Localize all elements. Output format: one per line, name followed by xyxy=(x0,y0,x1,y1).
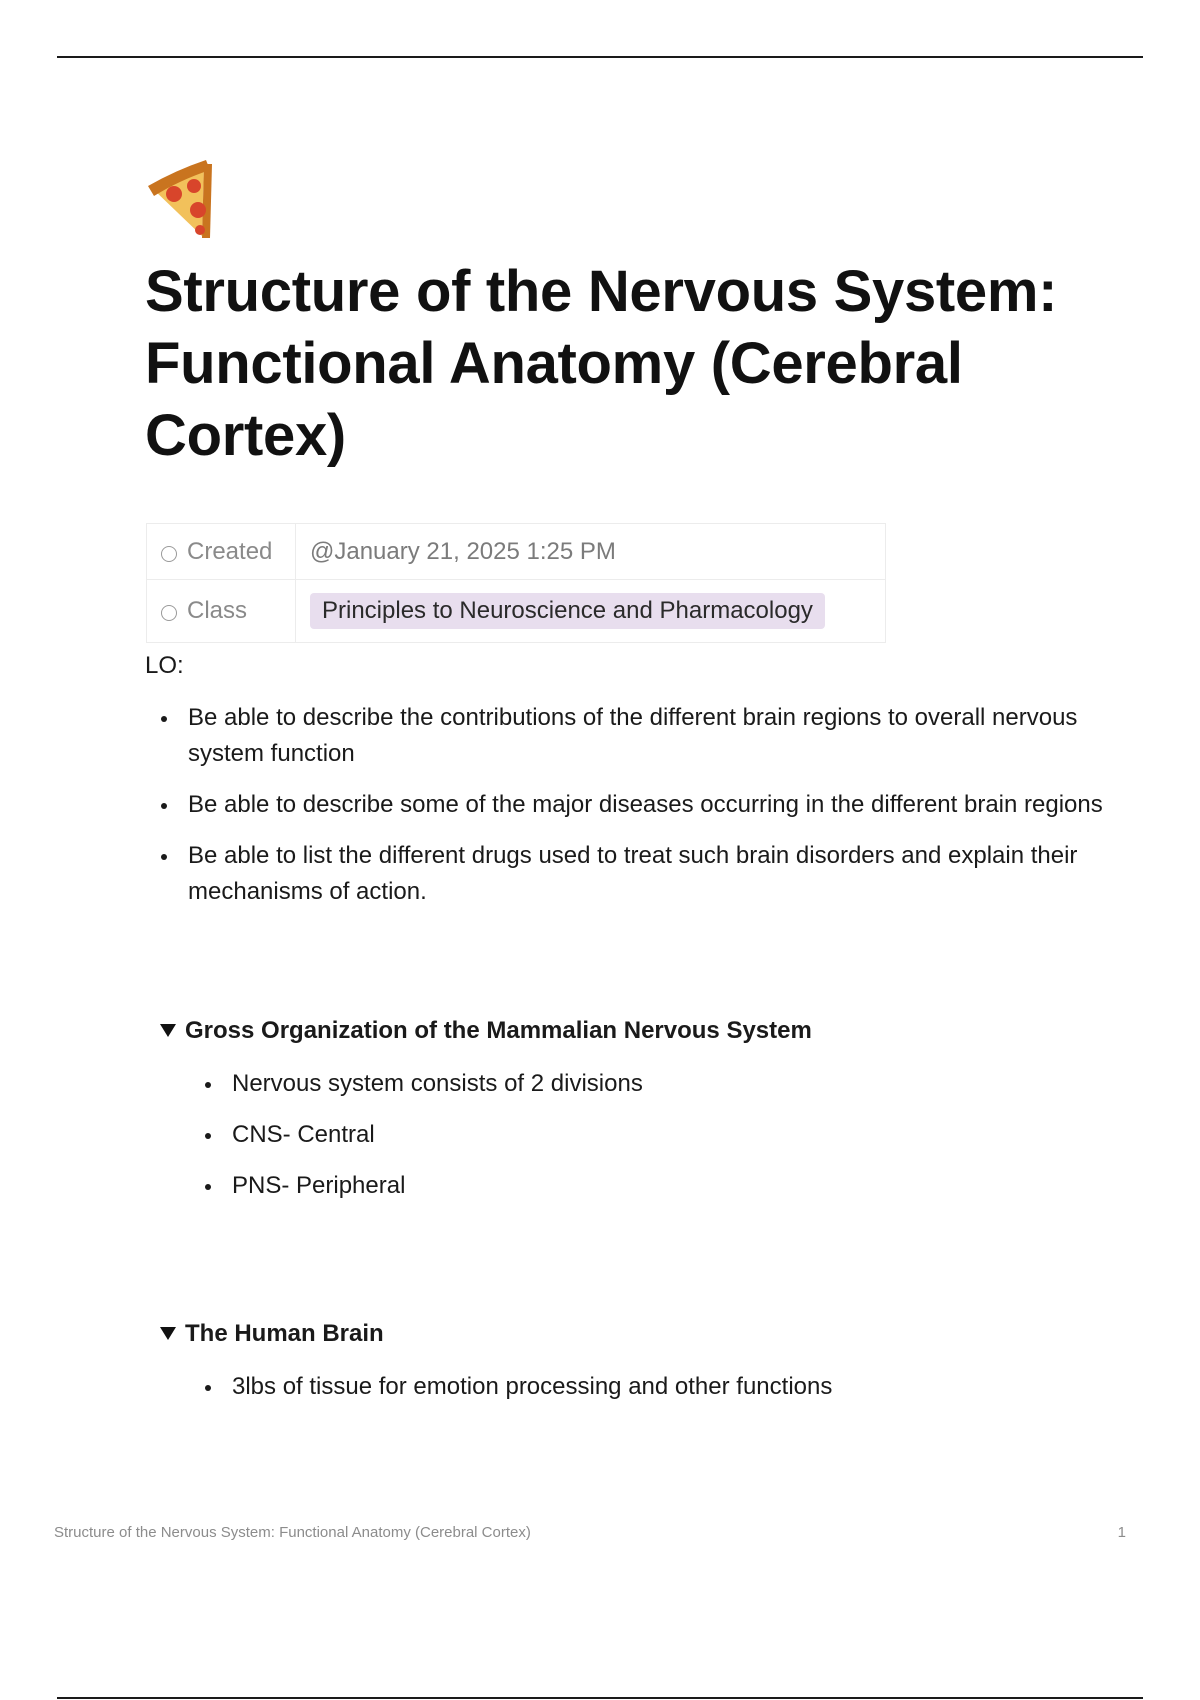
property-key-created: Created xyxy=(147,524,296,580)
toggle-content-gross-organization xyxy=(189,1066,643,1219)
pizza-icon xyxy=(144,158,220,244)
lo-item: Be able to describe some of the major diseases occurring in the different brain regions xyxy=(145,787,1105,823)
list-item: CNS- Central xyxy=(189,1117,643,1153)
class-tag[interactable]: Principles to Neuroscience and Pharmacology xyxy=(310,593,825,629)
property-value-class[interactable] xyxy=(296,580,886,643)
clock-icon xyxy=(161,546,177,562)
toggle-triangle-icon[interactable] xyxy=(160,1024,176,1037)
page-title: Structure of the Nervous System: Functional Anatomy (Cerebral Cortex) xyxy=(145,259,1058,468)
top-rule xyxy=(57,56,1143,58)
list-item: 3lbs of tissue for emotion processing and other functions xyxy=(189,1369,832,1405)
list-item: PNS- Peripheral xyxy=(189,1168,643,1204)
toggle-heading-gross-organization[interactable]: Gross Organization of the Mammalian Nervous System xyxy=(160,1017,812,1045)
lo-item: Be able to list the different drugs used to treat such brain disorders and explain their mechanisms of action. xyxy=(145,838,1105,910)
lo-list xyxy=(145,700,1105,925)
lo-label: LO: xyxy=(145,652,184,679)
footer-page-number: 1 xyxy=(1117,1524,1126,1541)
toggle-content-human-brain xyxy=(189,1369,832,1420)
toggle-triangle-icon[interactable] xyxy=(160,1327,176,1340)
footer-title: Structure of the Nervous System: Functional Anatomy (Cerebral Cortex) xyxy=(54,1524,531,1541)
property-key-class: Class xyxy=(147,580,296,643)
property-row-created xyxy=(147,524,886,580)
toggle-heading-human-brain[interactable]: The Human Brain xyxy=(160,1320,384,1348)
list-item: Nervous system consists of 2 divisions xyxy=(189,1066,643,1102)
property-row-class xyxy=(147,580,886,643)
property-value-created[interactable]: @January 21, 2025 1:25 PM xyxy=(296,524,886,580)
bottom-rule xyxy=(57,1697,1143,1699)
select-icon xyxy=(161,605,177,621)
lo-item: Be able to describe the contributions of the different brain regions to overall nervous system function xyxy=(145,700,1105,772)
properties-table xyxy=(146,523,886,643)
